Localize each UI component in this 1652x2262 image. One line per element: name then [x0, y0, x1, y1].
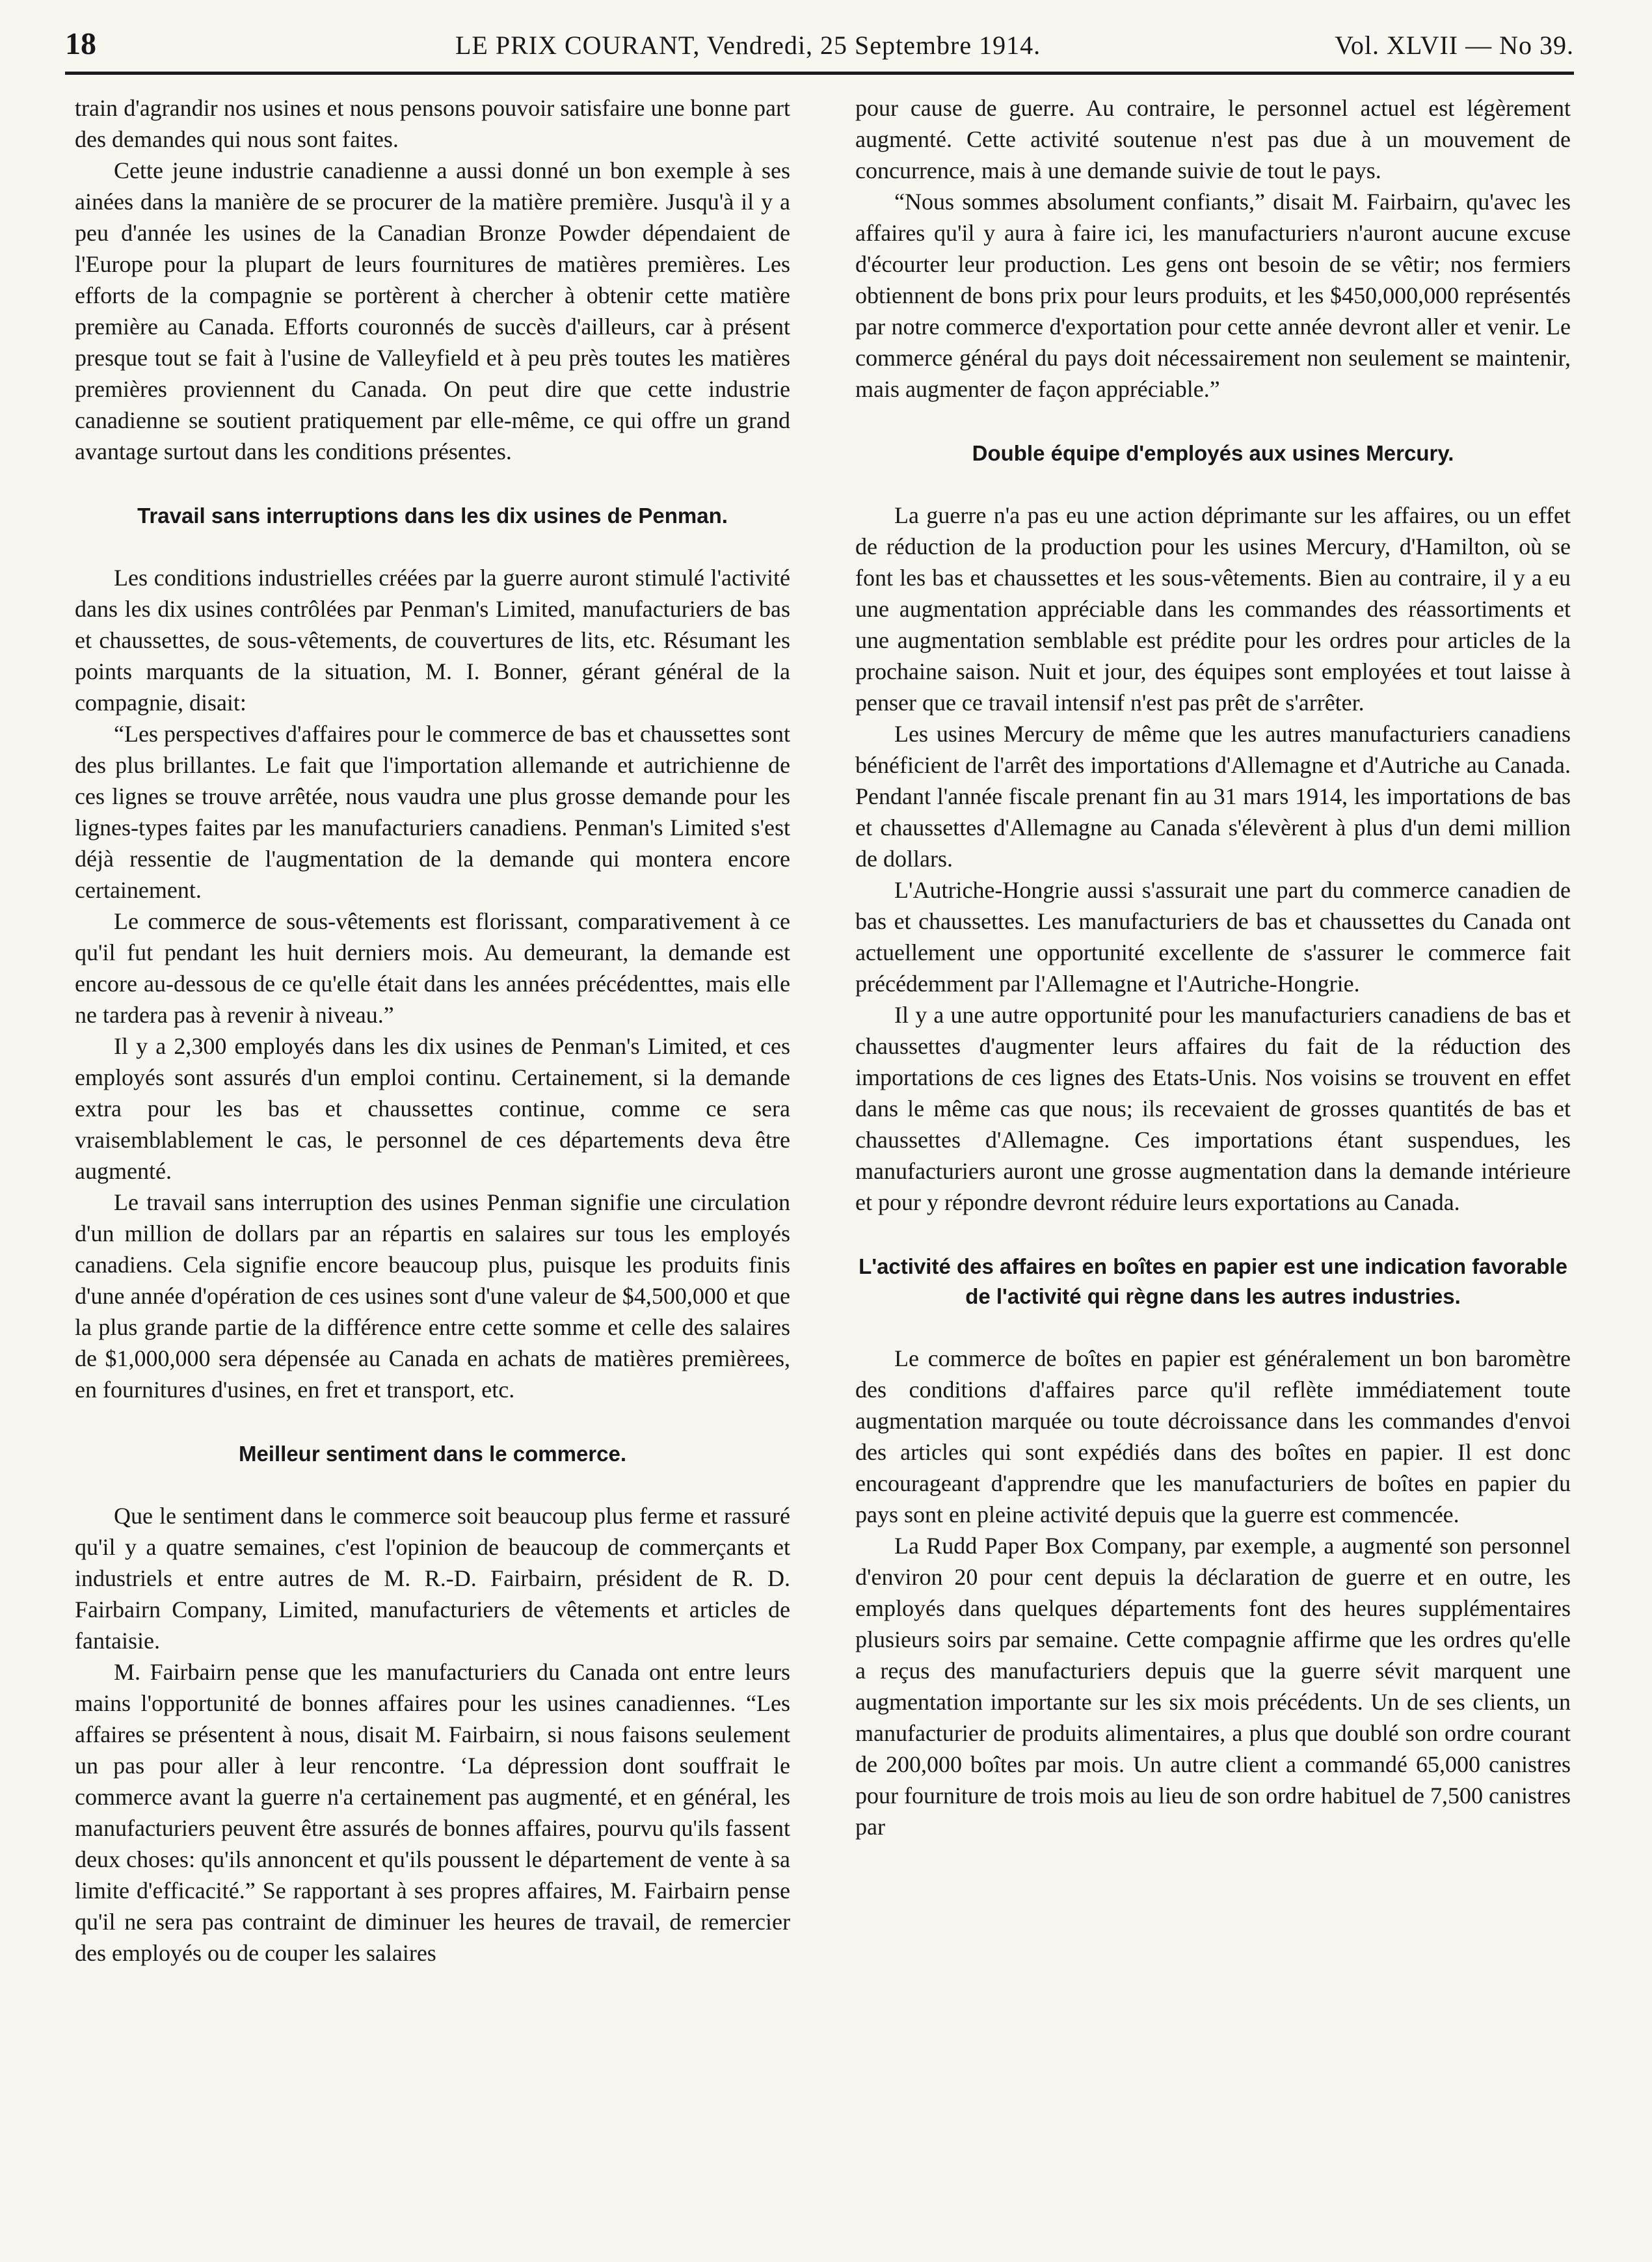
left-column — [75, 92, 790, 2252]
paragraph: La Rudd Paper Box Company, par exemple, a augmenté son personnel d'environ 20 pour cent depuis la déclaration de guerre et en outre, les employés dans quelques départements font des heures supplémentaires plusieurs soirs par semaine. Cette compagnie affirme que les ordres qu'elle a reçus des manufacturiers depuis que la guerre sévit marquent une augmentation importante sur les six mois précédents. Un de ses clients, un manufacturier de produits alimentaires, a plus que doublé son ordre courant de 200,000 boîtes par mois. Un autre client a commandé 65,000 canistres pour fourniture de trois mois au lieu de son ordre habituel de 7,500 canistres par — [855, 1533, 1571, 1840]
paragraph: Les usines Mercury de même que les autres manufacturiers canadiens bénéficient de l'arrêt des importations d'Allemagne et d'Autriche au Canada. Pendant l'année fiscale prenant fin au 31 mars 1914, les importations de bas et chaussettes d'Allemagne au Canada s'élevèrent à plus d'un demi million de dollars. — [855, 721, 1571, 872]
paragraph: M. Fairbairn pense que les manufacturiers du Canada ont entre leurs mains l'opportunité de bonnes affaires pour les usines canadiennes. “Les affaires se présentent à nous, disait M. Fairbairn, si nous faisons seulement un pas pour aller à leur rencontre. ‘La dépression dont souffrait le commerce avant la guerre n'a certainement pas augmenté, et en général, les manufacturiers peuvent être assurés de bonnes affaires, pourvu qu'ils fassent deux choses: qu'ils annoncent et qu'ils poussent le département de vente à sa limite d'efficacité.” Se rapportant à ses propres affaires, M. Fairbairn pense qu'il ne sera pas contraint de diminuer les heures de travail, de remercier des employés ou de couper les salaires — [75, 1659, 790, 1966]
page-header — [65, 26, 1574, 75]
section-heading-paper-boxes: L'activité des affaires en boîtes en papier est une indication favorable de l'activité qui règne dans les autres industries. — [859, 1254, 1567, 1308]
paragraph: Il y a 2,300 employés dans les dix usines de Penman's Limited, et ces employés sont assurés d'un emploi continu. Certainement, si la demande extra pour les bas et chaussettes continue, comme ce sera vraisemblablement le cas, le personnel de ces départements deva être augmenté. — [75, 1033, 790, 1184]
section-heading-sentiment: Meilleur sentiment dans le commerce. — [238, 1442, 627, 1466]
section-heading-mercury: Double équipe d'employés aux usines Mercury. — [972, 441, 1454, 465]
paragraph: Cette jeune industrie canadienne a aussi donné un bon exemple à ses ainées dans la manière de se procurer de la matière première. Jusqu'à il y a peu d'année les usines de la Canadian Bronze Powder dépendaient de l'Europe pour la plupart de leurs fournitures de matières premières. Les efforts de la compagnie se portèrent à chercher à obtenir cette matière première au Canada. Efforts couronnés de succès d'ailleurs, car à présent presque tout se fait à l'usine de Valleyfield et à peu près toutes les matières premières proviennent du Canada. On peut dire que cette industrie canadienne se soutient pratiquement par elle-même, ce qui offre un grand avantage surtout dans les conditions présentes. — [75, 157, 790, 465]
section-heading-penman: Travail sans interruptions dans les dix usines de Penman. — [137, 504, 728, 528]
paragraph: train d'agrandir nos usines et nous pensons pouvoir satisfaire une bonne part des demandes qui nous sont faites. — [75, 95, 790, 152]
paragraph: La guerre n'a pas eu une action déprimante sur les affaires, ou un effet de réduction de la production pour les usines Mercury, d'Hamilton, où se font les bas et chaussettes et les sous-vêtements. Bien au contraire, il y a eu une augmentation appréciable dans les commandes des réassortiments et une augmentation semblable est prédite pour les ordres pour articles de la prochaine saison. Nuit et jour, des équipes sont employées et tout laisse à penser que ce travail intensif n'est pas prêt de s'arrêter. — [855, 502, 1571, 716]
paragraph: “Les perspectives d'affaires pour le commerce de bas et chaussettes sont des plus brillantes. Le fait que l'importation allemande et autrichienne de ces lignes se trouve arrêtée, nous vaudra une plus grosse demande pour les lignes-types faites par les manufacturiers canadiens. Penman's Limited s'est déjà ressentie de l'augmentation de la demande qui montera encore certainement. — [75, 721, 790, 903]
paragraph: Le commerce de sous-vêtements est florissant, comparativement à ce qu'il fut pendant les huit derniers mois. Au demeurant, la demande est encore au-dessous de ce qu'elle était dans les années précédenttes, mais elle ne tardera pas à revenir à niveau.” — [75, 908, 790, 1028]
paragraph: Le travail sans interruption des usines Penman signifie une circulation d'un million de dollars par an répartis en salaires sur tous les employés canadiens. Cela signifie encore beaucoup plus, puisque les produits finis d'une année d'opération de ces usines sont d'une valeur de $4,500,000 et que la plus grande partie de la différence entre cette somme et celle des salaires de $1,000,000 sera dépensée au Canada en achats de matières premièrees, en fournitures d'usines, en fret et transport, etc. — [75, 1189, 790, 1403]
paragraph: L'Autriche-Hongrie aussi s'assurait une part du commerce canadien de bas et chaussettes. Les manufacturiers de bas et chaussettes du Canada ont actuellement une opportunité excellente de s'assurer le commerce fait précédemment par l'Allemagne et l'Autriche-Hongrie. — [855, 877, 1571, 997]
publication-title: LE PRIX COURANT, Vendredi, 25 Septembre 1914. — [455, 31, 1041, 60]
paragraph: Que le sentiment dans le commerce soit beaucoup plus ferme et rassuré qu'il y a quatre semaines, c'est l'opinion de beaucoup de commerçants et industriels et entre autres de M. R.-D. Fairbairn, président de R. D. Fairbairn Company, Limited, manufacturiers de vêtements et articles de fantaisie. — [75, 1503, 790, 1654]
paragraph: “Nous sommes absolument confiants,” disait M. Fairbairn, qu'avec les affaires qu'il y aura à faire ici, les manufacturiers n'auront aucune excuse d'écourter leur production. Les gens ont besoin de se vêtir; nos fermiers obtiennent de bons prix pour leurs produits, et les $450,000,000 représentés par notre commerce d'exportation pour cette année devront aller et venir. Le commerce général du pays doit nécessairement non seulement se maintenir, mais augmenter de façon appréciable.” — [855, 189, 1571, 402]
paragraph: Il y a une autre opportunité pour les manufacturiers canadiens de bas et chaussettes d'augmenter leurs affaires du fait de la réduction des importations de ces lignes des Etats-Unis. Nos voisins se trouvent en effet dans le même cas que nous; ils recevaient de grosses quantités de bas et chaussettes d'Allemagne. Ces importations étant suspendues, les manufacturiers auront une grosse augmentation dans la demande intérieure et pour y répondre devront réduire leurs exportations au Canada. — [855, 1002, 1571, 1215]
volume-number: Vol. XLVII — No 39. — [1335, 31, 1574, 60]
paragraph: Le commerce de boîtes en papier est généralement un bon baromètre des conditions d'affaires parce qu'il reflète immédiatement toute augmentation marquée ou toute décroissance dans les commandes d'envoi des articles qui sont expédiés dans des boîtes en papier. Il est donc encourageant d'apprendre que les manufacturiers de boîtes en papier du pays sont en pleine activité depuis que la guerre est commencée. — [855, 1345, 1571, 1528]
paragraph: Les conditions industrielles créées par la guerre auront stimulé l'activité dans les dix usines contrôlées par Penman's Limited, manufacturiers de bas et chaussettes, de sous-vêtements, de couvertures de lits, etc. Résumant les points marquants de la situation, M. I. Bonner, gérant général de la compagnie, disait: — [75, 565, 790, 716]
page-number: 18 — [65, 27, 96, 61]
paragraph: pour cause de guerre. Au contraire, le personnel actuel est légèrement augmenté. Cette activité soutenue n'est pas due à un mouvement de concurrence, mais à une demande suivie de tout le pays. — [855, 95, 1571, 183]
right-column — [855, 92, 1571, 2252]
